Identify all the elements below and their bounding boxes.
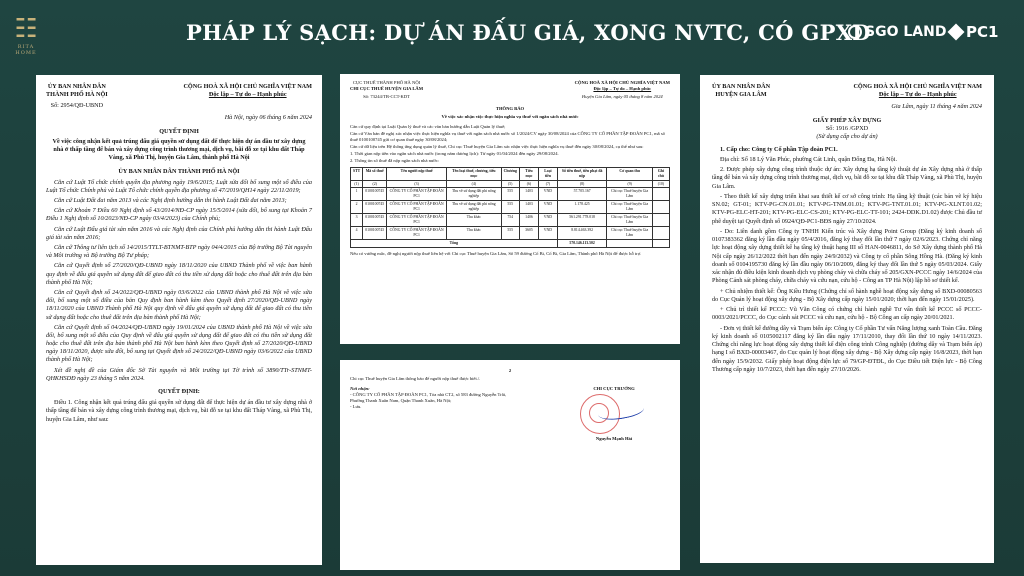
doc1-para: Căn cứ Quyết định số 24/2022/QĐ-UBND ngày 03/6/2022 của UBND thành phố Hà Nội về việc sửa đổi, bổ sung một số điều của bản Quy định ban hành kèm theo Quyết định 27/2020/QĐ-UBND ngày 18/11/2020 của UBND Thành phố Hà Nội quy định về đấu giá quyền sử dụng đất để giao đất có thu tiền sử dụng đất hoặc cho thuê đất trên địa bàn thành phố Hà Nội;	[46, 288, 312, 321]
doc2-type: THÔNG BÁO	[495, 105, 525, 111]
doc4-motto: Độc lập – Tự do – Hạnh phúc	[878, 91, 957, 99]
cell	[607, 239, 652, 247]
cell	[652, 214, 669, 227]
pc1-logo	[950, 23, 998, 41]
doc1-org	[46, 83, 108, 111]
cell: 561.291.778.018	[557, 214, 607, 227]
decision-document	[36, 75, 322, 565]
doc1-header	[46, 83, 312, 111]
doc4-para: 1. Cấp cho: Công ty Cổ phần Tập đoàn PC1.	[720, 145, 838, 153]
cell: VND	[539, 201, 558, 214]
tax-table-colnums	[351, 180, 670, 188]
doc2-line: Căn cứ quy định tại Luật Quản lý thuế và các văn bản hướng dẫn Luật Quản lý thuế;	[350, 123, 506, 129]
th-currency: Loại tiền	[539, 167, 558, 180]
doc2-org-line2: CHI CỤC THUẾ HUYỆN GIA LÂM	[350, 85, 424, 91]
colnum: (8)	[557, 180, 607, 188]
cell: 3	[351, 214, 363, 227]
colnum: (9)	[607, 180, 652, 188]
doc4-para: 2. Được phép xây dựng công trình thuộc dự án: Xây dựng hạ tầng kỹ thuật dự án Xây dựng nhà ở thấp tầng để bán và xây dựng công trình thương mại, dịch vụ, bãi đỗ xe tại khu đất Tháp Vàng, xã Phù Thị, huyện Gia Lâm.	[712, 166, 982, 190]
doc1-org-line1: ỦY BAN NHÂN DÂN	[47, 83, 106, 90]
doc1-para: Căn cứ Thông tư liên tịch số 14/2015/TTLT-BTNMT-BTP ngày 04/4/2015 của Bộ trưởng Bộ Tài nguyên và Môi trường và Bộ trưởng Bộ Tư pháp;	[46, 244, 312, 260]
doc4-nation-line: CỘNG HOÀ XÃ HỘI CHỦ NGHĨA VIỆT NAM	[853, 83, 982, 90]
cell: Thu khác	[447, 214, 502, 227]
total-label: Tổng	[351, 239, 558, 247]
doc1-para: Căn cứ Quyết định số 27/2020/QĐ-UBND ngày 18/11/2020 của UBND Thành phố về việc ban hành quy định về đấu giá quyền sử dụng đất để giao đất có thu tiền sử dụng đất hoặc cho thuê đất trên địa bàn thành phố Hà Nội;	[46, 262, 312, 286]
doc4-org-line1: ỦY BAN NHÂN DÂN	[712, 83, 771, 90]
doc2-line: 1. Thời gian nộp tiền vào ngân sách nhà nước (trong năm dương lịch): Từ ngày 01/04/2024 đến ngày 29/08/2024.	[350, 150, 559, 156]
doc3-recipients	[350, 386, 542, 446]
doc2-line: 2. Thông tin số thuế đã nộp ngân sách nhà nước:	[350, 157, 440, 163]
doc4-org-line2: HUYỆN GIA LÂM	[715, 91, 767, 99]
doc2-header	[350, 80, 670, 100]
doc4-date: Gia Lâm, ngày 11 tháng 4 năm 2024	[891, 102, 982, 110]
table-row	[351, 188, 670, 201]
doc4-number: Số: 1916 /GPXD	[825, 125, 869, 132]
colnum: (4)	[447, 180, 502, 188]
tax-table-header	[351, 167, 670, 180]
table-row	[351, 226, 670, 239]
table-total-row	[351, 239, 670, 247]
signer-name: Nguyễn Mạnh Hải	[595, 435, 633, 441]
cell: 555	[501, 201, 519, 214]
cell: 555	[501, 226, 519, 239]
doc1-number: Số: 2954/QĐ-UBND	[50, 102, 104, 110]
doc1-para: Căn cứ Khoản 7 Điều 60 Nghị định số 43/2014/NĐ-CP ngày 15/5/2014 (sửa đổi, bổ sung tại Khoản 7 Điều 1 Nghị định số 10/2023/NĐ-CP ngày 03/4/2023) của Chính phủ;	[46, 207, 312, 223]
cell: 1403	[519, 188, 538, 201]
doc2-nation	[575, 80, 670, 100]
doc1-para: Căn cứ Luật Đất đai năm 2013 và các Nghị định hướng dẫn thi hành Luật Đất đai năm 2013;	[54, 197, 287, 205]
doc4-type: GIẤY PHÉP XÂY DỰNG	[812, 116, 882, 124]
cell: CÔNG TY CỔ PHẦN TẬP ĐOÀN PC1	[387, 201, 447, 214]
th-agency: Cơ quan thu	[607, 167, 652, 180]
cell: 0100100745	[363, 188, 387, 201]
doc2-nation-line: CỘNG HOÀ XÃ HỘI CHỦ NGHĨA VIỆT NAM	[574, 80, 670, 85]
colnum: (6)	[519, 180, 538, 188]
doc2-line: Căn cứ dữ liệu trên Hệ thống ứng dụng quản lý thuế, Chi cục Thuế huyện Gia Lâm xác nhận việc thực hiện nghĩa vụ thuế đến ngày 30/08/2024, cụ thể như sau:	[350, 143, 644, 149]
doc4-header	[712, 83, 982, 100]
construction-permit-document	[700, 75, 994, 563]
doc1-para: Căn cứ Luật Đấu giá tài sản năm 2016 và các Nghị định của Chính phủ hướng dẫn thi hành Luật Đấu giá tài sản năm 2016;	[46, 225, 312, 241]
th-submodule: Tiểu mục	[519, 167, 538, 180]
th-tax-code: Mã số thuế	[363, 167, 387, 180]
colnum: (1)	[351, 180, 363, 188]
doc2-number: Số: 73244/TB-CCT-KDT	[363, 93, 410, 99]
th-tax-type: Tên loại thuế, chương, tiểu mục	[447, 167, 502, 180]
cell: 0100100745	[363, 226, 387, 239]
cell: VND	[539, 226, 558, 239]
doc1-para: Xét đề nghị đề của Giám đốc Sở Tài nguyên và Môi trường tại Tờ trình số 3890/TTr-STNMT-QHKHSDĐ ngày 23 tháng 5 năm 2024.	[46, 366, 312, 382]
pc1-diamond-icon	[948, 24, 965, 41]
th-chapter: Chương	[501, 167, 519, 180]
doc2-org	[350, 80, 423, 100]
doc1-decide: QUYẾT ĐỊNH:	[158, 388, 200, 395]
doc4-para: + Chủ nhiệm thiết kế: Ông Kiều Hưng (Chứng chỉ số hành nghề hoạt động xây dựng số BXD-00080563 do Cục Quản lý hoạt động xây dựng - Bộ Xây dựng cấp ngày 15/01/2020; thời hạn đến ngày 15/01/2025).	[712, 287, 982, 303]
doc4-para: + Chủ trì thiết kế PCCC: Vũ Văn Công có chứng chỉ hành nghề Tư vấn thiết kế PCCC số PCCC-0003/2021/PCCC, do Cục cảnh sát PCCC và cứu nạn, cứu hộ - Bộ Công an cấp ngày 20/01/2021.	[712, 306, 982, 322]
th-amount: Số tiền thuế, tiền phạt đã nộp	[557, 167, 607, 180]
cell: 57.705.167	[557, 188, 607, 201]
cell: 754	[501, 214, 519, 227]
cell	[652, 201, 669, 214]
doc1-article1: Điều 1. Công nhận kết quả trúng đấu giá quyền sử dụng đất để thực hiện dự án đầu tư xây dựng nhà ở thấp tầng để bán và xây dựng công trình thương mại, dịch vụ, bãi đỗ xe tại khu đất Tháp Vàng, xã Phù Thị, huyện Gia Lâm, như sau:	[46, 399, 312, 423]
doc2-footer: Nếu có vướng mắc, đề nghị người nộp thuế liên hệ với Chi cục Thuế huyện Gia Lâm, Số 59 đường Cổ Bi, Cổ Bi, Gia Lâm, Thành phố Hà Nội để được hỗ trợ.	[350, 250, 642, 256]
tax-notice-page1	[340, 74, 680, 344]
logo-caption: RITA HOME	[15, 44, 37, 56]
colnum: (5)	[501, 180, 519, 188]
logo-mark-icon: ☷	[14, 14, 38, 44]
doc3-intro: Chi cục Thuế huyện Gia Lâm thông báo để người nộp thuế được biết./.	[350, 375, 481, 381]
sgo-circle-icon	[848, 25, 862, 39]
cell: Chi cục Thuế huyện Gia Lâm	[607, 188, 652, 201]
cell: 555	[501, 188, 519, 201]
doc1-subject: Về việc công nhận kết quả trúng đấu giá quyền sử dụng đất để thực hiện dự án đầu tư xây dựng nhà ở thấp tầng để bán và xây dựng công trình thương mại, dịch vụ, bãi đỗ xe tại khu đất Tháp Vàng, xã Phù Thị, huyện Gia Lâm, thành phố Hà Nội	[52, 137, 306, 162]
doc2-org-line1: CỤC THUẾ THÀNH PHỐ HÀ NỘI	[352, 80, 421, 85]
cell	[652, 226, 669, 239]
rita-home-logo	[12, 14, 40, 60]
cell: 1.178.425	[557, 201, 607, 214]
cell: 0100100745	[363, 214, 387, 227]
recipient-line: Phường Thanh Xuân Nam, Quận Thanh Xuân, Hà Nội;	[350, 397, 452, 403]
cell: Thu khác	[447, 226, 502, 239]
cell	[652, 188, 669, 201]
table-row	[351, 201, 670, 214]
signer-title: CHI CỤC TRƯỞNG	[593, 385, 635, 391]
cell: 4	[351, 226, 363, 239]
sgo-land-text: SGO LAND	[865, 24, 947, 40]
sgo-land-logo	[848, 24, 946, 40]
doc4-org	[712, 83, 770, 100]
colnum: (2)	[363, 180, 387, 188]
doc1-date: Hà Nội, ngày 06 tháng 6 năm 2024	[224, 113, 312, 121]
doc1-nation	[183, 83, 312, 99]
cell: CÔNG TY CỔ PHẦN TẬP ĐOÀN PC1	[387, 226, 447, 239]
cell: 1403	[519, 201, 538, 214]
tax-notice-page2	[340, 360, 680, 570]
doc3-page-number: 2	[508, 368, 512, 373]
colnum: (3)	[387, 180, 447, 188]
colnum: (10)	[652, 180, 669, 188]
colnum: (7)	[539, 180, 558, 188]
th-taxpayer: Tên người nộp thuế	[387, 167, 447, 180]
cell: 1	[351, 188, 363, 201]
cell: 2	[351, 201, 363, 214]
doc4-para: Địa chỉ: Số 18 Lý Văn Phúc, phường Cát Linh, quận Đống Đa, Hà Nội.	[720, 155, 897, 163]
doc3-footer-block	[350, 386, 670, 446]
cell: Thu về sử dụng đất phi nông nghiệp	[447, 188, 502, 201]
doc3-signature-block	[558, 386, 670, 446]
doc4-para: - Theo thiết kế xây dựng triển khai sau thiết kế cơ sở công trình: Hạ tầng kỹ thuật (các bản vẽ ký hiệu SN.02; GT-01; KTV-PG-CN.01.01; KTV-PG-TNM.01.01; KTV-PG-TNT.01.01; KTV-PG-XLNT.01.02; KTV-PG-ELC-HT-201; KTV-PG-ELC-CS-201; KTV-PG-ELC-TT-101; 2424-DDK.D1.02) được Chủ đầu tư phê duyệt tại Quyết định số 0924/QĐ-PC1-BĐS ngày 27/10/2024.	[712, 192, 982, 225]
cell: Chi cục Thuế huyện Gia Lâm	[607, 201, 652, 214]
cell: VND	[539, 214, 558, 227]
cell: 8.814.463.392	[557, 226, 607, 239]
doc4-para: - Đơn vị thiết kế đường dây và Trạm biến áp: Công ty Cổ phần Tư vấn Năng lượng xanh Toàn Cầu. Đăng ký kinh doanh số 0105002117 đăng ký lần đầu ngày 17/11/2010, thay đổi lần thứ 10 ngày 14/11/2023. Chứng chỉ năng lực hoạt động xây dựng thiết kế điện công trình Công nghiệp (đường dây và Trạm biến áp) hạng I số BXD-00003467, do Cục quản lý hoạt động xây dựng - Bộ Xây dựng cấp ngày 16/8/2023, thời hạn đến ngày 15/9/2032. Giấy phép hoạt động điện lực số 79/GP-ĐTĐL, do Cục Điều tiết Điện lực - Bộ Công Thương cấp ngày 10/7/2023, thời hạn đến ngày 27/10/2026.	[712, 324, 982, 373]
cell: 1406	[519, 214, 538, 227]
doc1-authority: ỦY BAN NHÂN DÂN THÀNH PHỐ HÀ NỘI	[118, 167, 240, 175]
doc1-org-line2: THÀNH PHỐ HÀ NỘI	[46, 91, 108, 99]
cell: 3605	[519, 226, 538, 239]
doc4-para: - Do: Liên danh gồm Công ty TNHH Kiến trúc và Xây dựng Point Group (Đăng ký kinh doanh số 0107383362 đăng ký lần đầu ngày 05/4/2016, đăng ký thay đổi lần thứ 7 ngày 02/6/2023. Chứng chỉ năng lực hoạt động xây dựng thiết kế hạ tầng kỹ thuật hạng III số HAN-0046811, do Sở Xây dựng thành phố Hà Nội cấp ngày 26/12/2022 thời hạn đến ngày 24/9/2032) và Công ty cổ phần Sông Hồng Hà. (Đăng ký kinh doanh số 0104195730 đăng ký lần đầu ngày 06/10/2009, đăng ký thay đổi lần thứ 5 ngày 05/03/2024. Giấy xác nhận đủ điều kiện kinh doanh dịch vụ phòng cháy và chữa cháy số 205/GXN-PCCC ngày 14/6/2024 của Phòng Cảnh sát phòng cháy, chữa cháy và cứu nạn, cứu hộ - Công an TP Hà Nội) lập hồ sơ thiết kế.	[712, 227, 982, 285]
doc1-para: Căn cứ Luật Tổ chức chính quyền địa phương ngày 19/6/2015; Luật sửa đổi bổ sung một số điều của Luật Tổ chức Chính phủ và Luật Tổ chức chính quyền địa phương số 47/2019/QH14 ngày 22/11/2019;	[46, 178, 312, 194]
table-row	[351, 214, 670, 227]
total-value: 570.146.113.502	[557, 239, 607, 247]
cell: CÔNG TY CỔ PHẦN TẬP ĐOÀN PC1	[387, 188, 447, 201]
doc1-motto: Độc lập – Tự do – Hạnh phúc	[208, 91, 287, 99]
recipient-line: - CÔNG TY CỔ PHẦN TẬP ĐOÀN PC1, Tòa nhà CT2, số 583 đường Nguyễn Trãi,	[350, 391, 507, 397]
doc2-line: Căn cứ Văn bản đề nghị xác nhận việc thực hiện nghĩa vụ thuế với ngân sách nhà nước số 1/2024/CV ngày 30/08/2024 của CÔNG TY CỔ PHẦN TẬP ĐOÀN PC1, mã số thuế 0100100745 gửi cơ quan thuế ngày 30/08/2024;	[350, 130, 665, 142]
pc1-text: PC1	[966, 23, 999, 41]
doc1-nation-line: CỘNG HOÀ XÃ HỘI CHỦ NGHĨA VIỆT NAM	[183, 83, 312, 90]
doc1-type: QUYẾT ĐỊNH	[159, 127, 199, 135]
tax-table	[350, 167, 670, 248]
recipients-label: Nơi nhận:	[350, 385, 370, 391]
cell: Chi cục Thuế huyện Gia Lâm	[607, 226, 652, 239]
cell: 0100100745	[363, 201, 387, 214]
recipient-line: - Lưu.	[350, 403, 362, 409]
th-stt: STT	[351, 167, 363, 180]
th-note: Ghi chú	[652, 167, 669, 180]
cell: CÔNG TY CỔ PHẦN TẬP ĐOÀN PC1	[387, 214, 447, 227]
cell	[652, 239, 669, 247]
cell: Chi cục Thuế huyện Gia Lâm	[607, 214, 652, 227]
slide-title: PHÁP LÝ SẠCH: DỰ ÁN ĐẤU GIÁ, XONG NVTC, CÓ GPXD	[186, 20, 871, 45]
doc2-motto: Độc lập – Tự do – Hạnh phúc	[593, 85, 652, 91]
cell: VND	[539, 188, 558, 201]
doc2-date: Huyện Gia Lâm, ngày 05 tháng 8 năm 2024	[581, 93, 663, 99]
doc1-para: Căn cứ Quyết định số 04/2024/QĐ-UBND ngày 19/01/2024 của UBND thành phố Hà Nội về việc sửa đổi, bổ sung một số điều của Quy định về đấu giá quyền sử dụng đất để giao đất có thu tiền sử dụng đất hoặc cho thuê đất trên địa bàn thành phố Hà Nội ban hành kèm theo Quyết định số 27/2020/QĐ-UBND ngày 18/11/2020, được sửa đổi, bổ sung tại Quyết định số 24/2022/QĐ-UBND ngày 03/6/2022 của UBND thành phố Hà Nội;	[46, 323, 312, 364]
doc4-number-note: (Sử dụng cấp cho dự án)	[816, 133, 878, 141]
cell: Thu về sử dụng đất phi nông nghiệp	[447, 201, 502, 214]
doc2-subject: Về việc xác nhận việc thực hiện nghĩa vụ thuế với ngân sách nhà nước	[441, 113, 579, 119]
doc4-nation	[853, 83, 982, 100]
